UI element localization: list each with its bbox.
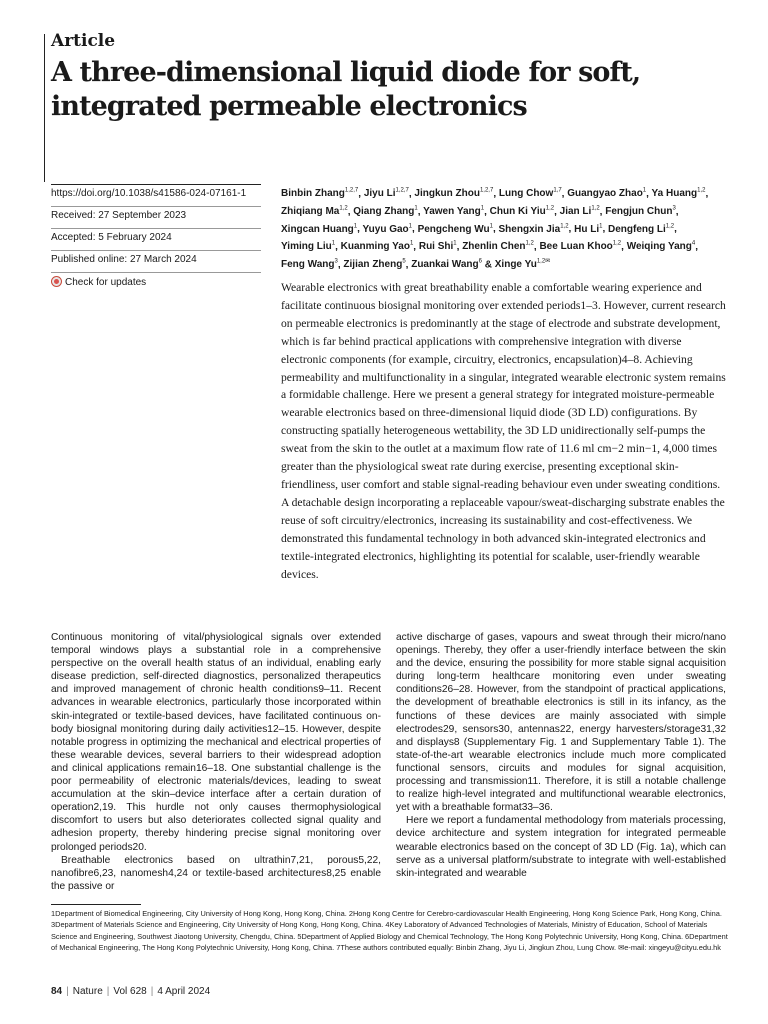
author-name[interactable]: Guangyao Zhao$^1$ — [567, 188, 647, 200]
received-date: Received: 27 September 2023 — [51, 206, 261, 228]
author-affiliation: 1,2,7 — [479, 188, 494, 194]
article-type-label: Article — [51, 31, 116, 51]
check-updates-link[interactable] — [51, 272, 261, 295]
author-affiliation: 1,2 — [525, 240, 534, 247]
body-paragraph: Continuous monitoring of vital/physiological signals over extended temporal windows plays a substantial role in a comprehensive perspective on the overall health status of an individual, enabling early disease prediction, self-directed diagnostics, personalized therapeutics and improved management of chronic health conditions9–11. Recent advances in wearable electronics, particularly those incorporated within skin-integrated or textile-based devices, have facilitated continuous on-body biosignal monitoring during daily activities12–15. However, despite notable progress in optimizing the mechanical and electrical properties of these wearable devices, several barriers to their widespread adoption and clinical applications remain16–18. One substantial challenge is the poor permeability of electronic materials/devices, leading to sweat accumulation at the skin–device interface after a certain duration of operation2,19. This hurdle not only causes thermophysiological discomfort to users but also deteriorates collected signal quality and adhesion property, thereby hindering precise signal monitoring over prolonged periods20. — [51, 632, 381, 853]
author-name[interactable]: Binbin Zhang$^{1,2,7}$ — [281, 188, 359, 200]
author-affiliation: 1 — [353, 223, 358, 230]
published-date: Published online: 27 March 2024 — [51, 250, 261, 272]
check-updates-label: Check for updates — [65, 277, 147, 288]
author-name[interactable]: Dengfeng Li$^{1,2}$ — [608, 223, 675, 235]
author-affiliation: 1,2 — [612, 240, 622, 247]
author-affiliation: 1,2 — [339, 205, 348, 212]
author-name[interactable]: Chun Ki Yiu$^{1,2}$ — [489, 205, 555, 217]
author-name[interactable]: Jingkun Zhou$^{1,2,7}$ — [414, 188, 494, 200]
author-name[interactable]: Qiang Zhang$^1$ — [353, 205, 418, 217]
author-affiliation: 1,2 — [665, 223, 675, 230]
author-name[interactable]: Jiyu Li$^{1,2,7}$ — [363, 188, 409, 200]
author-affiliation: 1 — [480, 205, 485, 212]
author-name[interactable]: Lung Chow$^{1,7}$ — [498, 188, 562, 200]
body-paragraph: active discharge of gases, vapours and sweat through their micro/nano openings. Thereby, they offer a user-friendly interface between the skin and the device, ensuring the possibility for more stable signal acquisition during long-term healthcare monitoring even under sweating conditions26–28. However, from the standpoint of practical applications, the development of breathable electronics is still in its infancy, as the functions of these devices are mainly associated with simple electrodes29, sensors30, antennas22, energy harvesters/storage31,32 and displays8 (Supplementary Fig. 1 and Supplementary Table 1). The state-of-the-art wearable electronics include much more complicated functional sensors, circuits and modules for signal acquisition, processing and transmission11. Therefore, it is still a notable challenge to realize high-level integrated and multifunctional wearable electronics, yet with a breathable format33–36. — [396, 632, 726, 814]
author-affiliation: 3 — [334, 258, 338, 265]
page-footer: 84 | Nature | Vol 628 | 4 April 2024 — [51, 986, 211, 997]
header-rule — [44, 34, 45, 182]
author-affiliation: 1 — [408, 223, 412, 230]
author-name[interactable]: Ya Huang$^{1,2}$ — [651, 188, 706, 200]
article-metadata — [51, 184, 261, 295]
author-affiliation: 1,2✉ — [536, 258, 551, 265]
author-affiliation: 1 — [642, 188, 647, 194]
author-name[interactable]: Rui Shi$^1$ — [418, 240, 457, 253]
author-affiliation: 1,7 — [553, 188, 562, 194]
author-name[interactable]: Weiqing Yang$^4$ — [626, 240, 696, 253]
author-name[interactable]: Pengcheng Wu$^1$ — [417, 223, 493, 235]
author-affiliation: 1,2,7 — [395, 188, 409, 194]
author-name[interactable]: Yuyu Gao$^1$ — [362, 223, 412, 235]
author-affiliation: 1 — [331, 240, 336, 247]
author-affiliation: 1 — [489, 223, 493, 230]
author-affiliation: 4 — [691, 240, 696, 247]
author-name[interactable]: Xinge $Yu^{1,2✉}$ — [494, 258, 551, 270]
accepted-date: Accepted: 5 February 2024 — [51, 228, 261, 250]
author-name[interactable]: Zhenlin Chen$^{1,2}$ — [462, 240, 534, 253]
author-name[interactable]: Zhiqiang Ma$^{1,2}$ — [281, 205, 348, 217]
author-name[interactable]: Feng Wang$^3$ — [281, 258, 338, 270]
author-name[interactable]: Shengxin Jia$^{1,2}$ — [498, 223, 569, 235]
author-affiliation: 1,2 — [560, 223, 569, 230]
author-name[interactable]: Zijian Zheng$^5$ — [343, 258, 406, 270]
author-affiliation: 1 — [599, 223, 603, 230]
doi-link[interactable]: https://doi.org/10.1038/s41586-024-07161-1 — [51, 184, 261, 206]
author-name[interactable]: Bee Luan Khoo$^{1,2}$ — [539, 240, 622, 253]
journal-name: Nature — [72, 986, 103, 997]
page-number: 84 — [51, 986, 63, 997]
author-name[interactable]: Zuankai Wang$^6$ — [411, 258, 482, 270]
author-name[interactable]: Kuanming Yao$^1$ — [340, 240, 414, 253]
author-affiliation: 1,2 — [591, 205, 600, 212]
affiliations-footnote: 1Department of Biomedical Engineering, City University of Hong Kong, Hong Kong, China. 2Hong Kong Centre for Cerebro-cardiovascular Health Engineering, Hong Kong Science Park, Hong Kong, China. 3Department of Materials Science and Engineering, City University of Hong Kong, Hong Kong, China. 4Key Laboratory of Advanced Technologies of Materials, Ministry of Education, School of Materials Science and Engineering, Southwest Jiaotong University, Chengdu, China. 5Department of Applied Biology and Chemical Technology, The Hong Kong Polytechnic University, Hong Kong, China. 6Department of Mechanical Engineering, The Hong Kong Polytechnic University, Hong Kong, China. 7These authors contributed equally: Binbin Zhang, Jiyu Li, Jingkun Zhou, Lung Chow. ✉e-mail: xingeyu@cityu.edu.hk — [51, 909, 728, 952]
author-name[interactable]: Jian Li$^{1,2}$ — [559, 205, 600, 217]
body-paragraph: Breathable electronics based on ultrathin7,21, porous5,22, nanofibre6,23, nanomesh4,24 or textile-based architectures8,25 enable the passive or — [51, 854, 381, 892]
author-affiliation: 1,2 — [697, 188, 706, 194]
footnote-rule — [51, 904, 141, 905]
author-affiliation: 1 — [414, 205, 418, 212]
author-affiliation: 5 — [402, 258, 406, 265]
author-affiliation: 3 — [672, 205, 676, 212]
author-affiliation: 1,2,7 — [344, 188, 359, 194]
author-affiliation: 1 — [453, 240, 457, 247]
body-column-left — [51, 631, 381, 893]
author-name[interactable]: Fengjun Chun$^3$ — [605, 205, 676, 217]
volume: Vol 628 — [113, 986, 147, 997]
author-name[interactable]: Hu Li$^1$ — [574, 223, 603, 235]
author-name[interactable]: Yawen Yang$^1$ — [423, 205, 485, 217]
body-paragraph: Here we report a fundamental methodology from materials processing, device architecture and system integration for integrated permeable wearable electronics based on the concept of 3D LD (Fig. 1a), which can serve as a universal platform/substrate to integrate with well-established skin-integrated and wearable — [396, 815, 726, 879]
check-updates-icon — [51, 276, 62, 287]
abstract — [281, 279, 729, 583]
body-column-right — [396, 631, 726, 880]
author-list: Binbin Zhang$^{1,2,7}$, Jiyu Li$^{1,2,7}$, Jingkun Zhou$^{1,2,7}$, Lung Chow$^{1,7}$, Guangyao Zhao$^1$, Ya Huang$^{1,2}$, Zhiqiang Ma$^{1,2}$, Qiang Zhang$^1$, Yawen Yang$^1$, Chun Ki Yiu$^{1,2}$, Jian Li$^{1,2}$, Fengjun Chun$^3$, Xingcan Huang$^1$, Yuyu Gao$^1$, Pengcheng Wu$^1$, Shengxin Jia$^{1,2}$, Hu Li$^1$, Dengfeng Li$^{1,2}$, Yiming Liu$^1$, Kuanming Yao$^1$, Rui Shi$^1$, Zhenlin Chen$^{1,2}$, Bee Luan Khoo$^{1,2}$, Weiqing Yang$^4$, Feng Wang$^3$, Zijian Zheng$^5$, Zuankai Wang$^6$ & Xinge $Yu^{1,2✉}$ — [281, 188, 709, 270]
author-name[interactable]: Yiming Liu$^1$ — [281, 240, 336, 253]
article-title: A three-dimensional liquid diode for soft, integrated permeable electronics — [51, 57, 641, 122]
author-affiliation: 6 — [478, 258, 482, 265]
issue-date: 4 April 2024 — [157, 986, 211, 997]
author-affiliation: 1 — [409, 240, 414, 247]
author-affiliation: 1,2 — [545, 205, 555, 212]
author-name[interactable]: Xingcan Huang$^1$ — [281, 223, 358, 235]
abstract-text: Wearable electronics with great breathability enable a comfortable wearing experience and facilitate continuous biosignal monitoring over extended periods1–3. However, current research on permeable electronics is predominantly at the stage of electrode and substrate development, which is far behind practical applications with comprehensive integration with diverse electronic components (for example, circuitry, electronics, encapsulation)4–8. Achieving permeability and multifunctionality in a singular, integrated wearable electronic system remains a formidable challenge. Here we present a general strategy for integrated moisture-permeable wearable electronics based on three-dimensional liquid diode (3D LD) configurations. By constructing spatially heterogeneous wettability, the 3D LD unidirectionally self-pumps the sweat from the skin to the outlet at a maximum flow rate of 11.6 ml cm−2 min−1, 4,000 times greater than the physiological sweat rate during exercise, presenting exceptional skin-friendliness, user comfort and stable signal-reading behaviour even under sweating conditions. A detachable design incorporating a replaceable vapour/sweat-discharging substrate enables the reuse of soft circuitry/electronics, increasing its sustainability and cost-effectiveness. We demonstrated this fundamental technology in both advanced skin-integrated electronics and textile-integrated electronics, highlighting its potential for scalable, user-friendly wearable devices. — [281, 281, 726, 581]
